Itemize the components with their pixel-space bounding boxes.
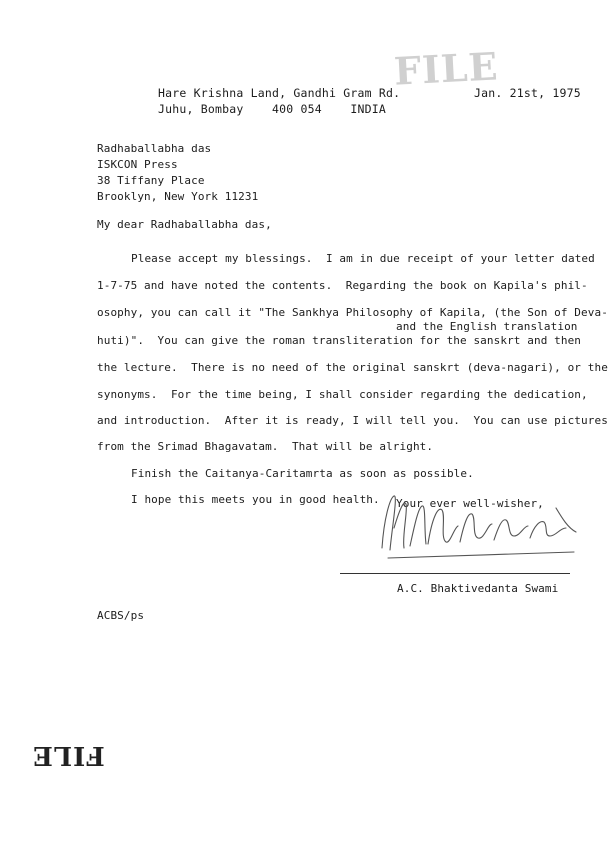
handwritten-insertion: and the English translation bbox=[396, 320, 578, 333]
typist-initials: ACBS/ps bbox=[97, 609, 145, 622]
file-stamp-bottom: FILE bbox=[32, 740, 105, 770]
signature-line bbox=[340, 573, 570, 574]
body-line: and introduction. After it is ready, I will tell you. You can use pictures bbox=[97, 414, 608, 427]
body-line: 1-7-75 and have noted the contents. Regarding the book on Kapila's phil- bbox=[97, 279, 588, 292]
closing: Your ever well-wisher, bbox=[396, 497, 544, 510]
body-line: the lecture. There is no need of the original sanskrt (deva-nagari), or the bbox=[97, 361, 608, 374]
body-line: from the Srimad Bhagavatam. That will be alright. bbox=[97, 440, 434, 453]
sender-address-line2: Juhu, Bombay 400 054 INDIA bbox=[158, 102, 386, 116]
body-line: Please accept my blessings. I am in due receipt of your letter dated bbox=[131, 252, 595, 265]
body-line: huti)". You can give the roman transliteration for the sanskrt and then bbox=[97, 334, 582, 347]
recipient-city: Brooklyn, New York 11231 bbox=[97, 190, 259, 203]
salutation: My dear Radhaballabha das, bbox=[97, 218, 272, 231]
body-paragraph: I hope this meets you in good health. bbox=[131, 493, 380, 506]
sender-address-line1: Hare Krishna Land, Gandhi Gram Rd. bbox=[158, 86, 401, 100]
recipient-name: Radhaballabha das bbox=[97, 142, 212, 155]
signature-name: A.C. Bhaktivedanta Swami bbox=[397, 582, 559, 595]
body-paragraph: Finish the Caitanya-Caritamrta as soon as possible. bbox=[131, 467, 474, 480]
body-line: osophy, you can call it "The Sankhya Philosophy of Kapila, (the Son of Deva- bbox=[97, 306, 608, 319]
recipient-org: ISKCON Press bbox=[97, 158, 178, 171]
file-stamp: FILE bbox=[392, 43, 500, 94]
body-line: synonyms. For the time being, I shall consider regarding the dedication, bbox=[97, 388, 588, 401]
letter-date: Jan. 21st, 1975 bbox=[474, 86, 581, 100]
recipient-street: 38 Tiffany Place bbox=[97, 174, 205, 187]
handwritten-signature bbox=[380, 488, 580, 568]
